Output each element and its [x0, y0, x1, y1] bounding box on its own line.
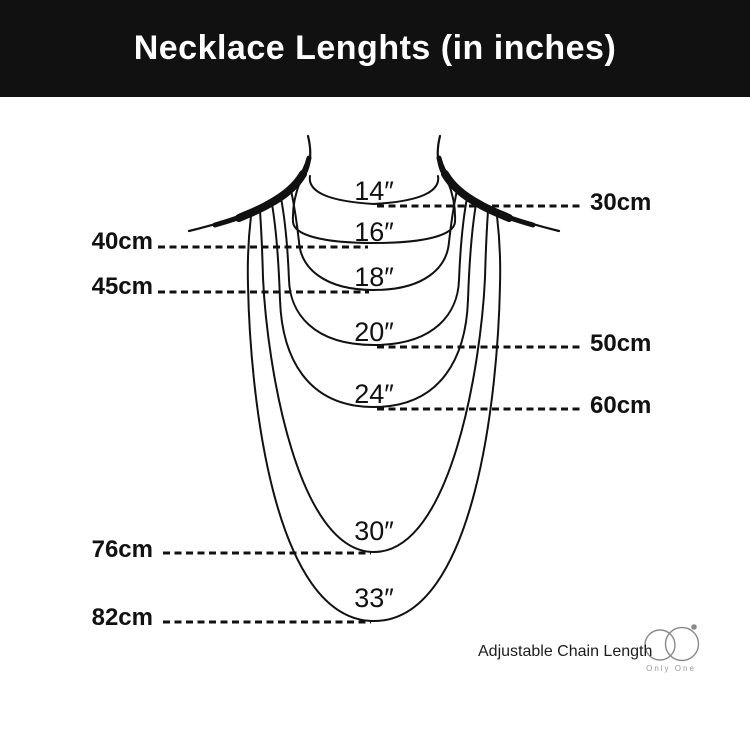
cm-label-82cm: 82cm [91, 604, 153, 631]
logo-dot-icon [691, 624, 697, 630]
inch-label-30: 30″ [354, 516, 394, 546]
cm-label-60cm: 60cm [590, 392, 652, 419]
inch-label-20: 20″ [354, 317, 394, 347]
inch-label-33: 33″ [354, 583, 394, 613]
cm-label-76cm: 76cm [91, 536, 153, 563]
logo-circle-right-icon [666, 628, 699, 661]
inch-label-24: 24″ [354, 379, 394, 409]
inch-label-16: 16″ [354, 217, 394, 247]
footer-tagline: Adjustable Chain Length [478, 643, 653, 660]
cm-label-50cm: 50cm [590, 330, 652, 357]
cm-label-40cm: 40cm [91, 228, 153, 255]
inch-label-18: 18″ [354, 262, 394, 292]
page-title: Necklace Lenghts (in inches) [133, 29, 617, 67]
only-one-logo-icon [645, 624, 699, 660]
inch-label-14: 14″ [354, 176, 394, 206]
cm-label-45cm: 45cm [91, 273, 153, 300]
cm-label-30cm: 30cm [590, 189, 652, 216]
brand-name: Only One [646, 664, 696, 673]
